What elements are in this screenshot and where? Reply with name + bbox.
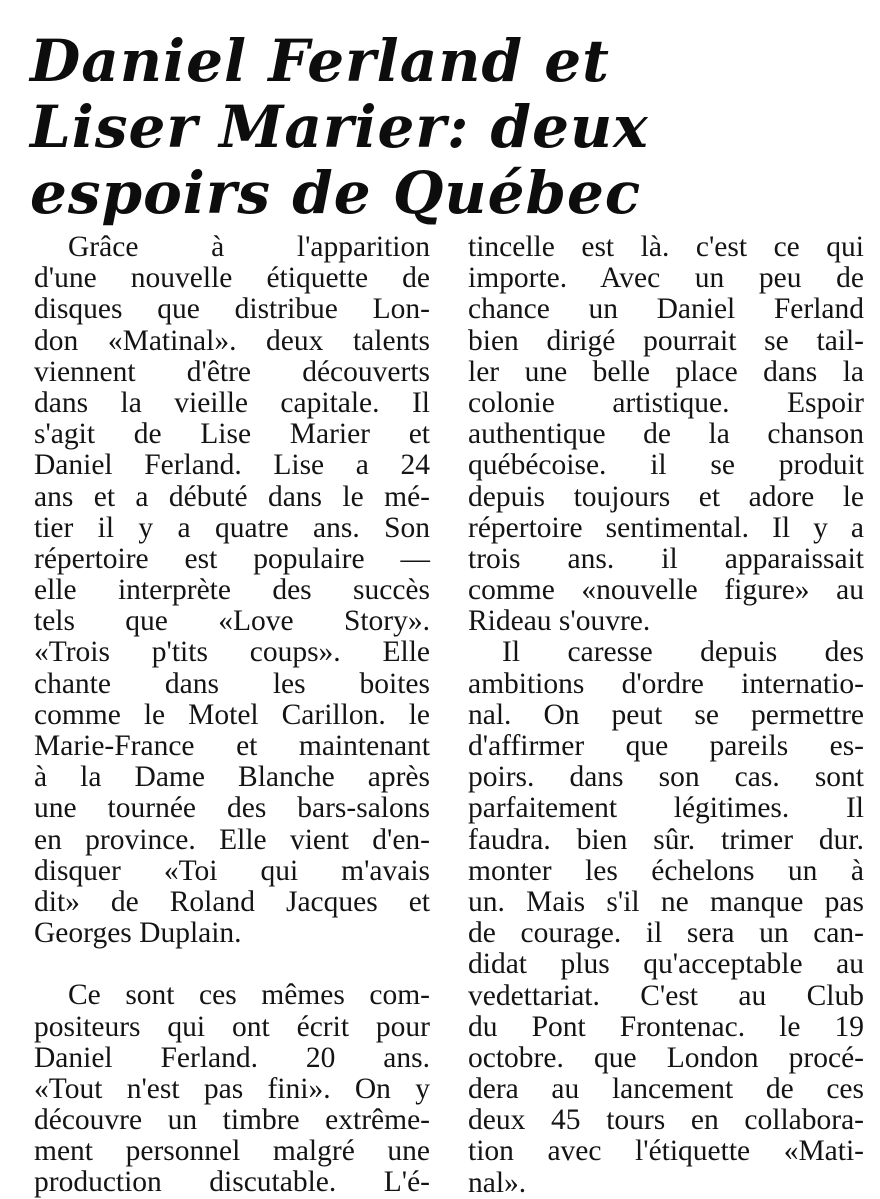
text-line: en province. Elle vient d'en- (34, 823, 430, 856)
text-line: don «Matinal». deux talents (34, 324, 430, 357)
text-line: «Tout n'est pas fini». On y (34, 1072, 430, 1105)
text-line: chance un Daniel Ferland (468, 293, 864, 326)
text-line: Il caresse depuis des (502, 636, 864, 669)
paragraph-gap (34, 949, 430, 980)
text-line: tels que «Love Story». (34, 605, 430, 638)
text-line: importe. Avec un peu de (468, 262, 864, 295)
text-line: poirs. dans son cas. sont (468, 761, 864, 794)
paragraph-continued (468, 232, 864, 637)
text-line: dit» de Roland Jacques et (34, 885, 430, 918)
text-line: parfaitement légitimes. Il (468, 792, 864, 825)
text-line: authentique de la chanson (468, 418, 864, 451)
text-line: ambitions d'ordre internatio- (468, 667, 864, 700)
text-line: à la Dame Blanche après (34, 761, 430, 794)
text-line: Ce sont ces mêmes com- (68, 979, 430, 1012)
article-headline (30, 28, 860, 226)
text-line: s'agit de Lise Marier et (34, 418, 430, 451)
text-line: une tournée des bars-salons (34, 792, 430, 825)
text-line: Daniel Ferland. Lise a 24 (34, 449, 430, 482)
article-column-left (34, 232, 430, 1199)
text-line: monter les échelons un à (468, 854, 864, 887)
text-line: ans et a débuté dans le mé- (34, 480, 430, 513)
text-line: dans la vieille capitale. Il (34, 386, 430, 419)
text-line: deux 45 tours en collabora- (468, 1104, 864, 1137)
text-line: «Trois p'tits coups». Elle (34, 636, 430, 669)
article-column-right (468, 232, 864, 1199)
text-line: depuis toujours et adore le (468, 480, 864, 513)
text-line: nal. On peut se permettre (468, 698, 864, 731)
text-line: Marie-France et maintenant (34, 730, 430, 762)
text-line: positeurs qui ont écrit pour (34, 1010, 430, 1043)
text-line: elle interprète des succès (34, 574, 430, 607)
paragraph-1 (34, 232, 430, 949)
text-line: bien dirigé pourrait se tail- (468, 324, 864, 357)
text-line: dera au lancement de ces (468, 1073, 864, 1106)
text-line: faudra. bien sûr. trimer dur. (468, 823, 864, 856)
paragraph-3 (468, 637, 864, 1198)
text-line: trois ans. il apparaissait (468, 542, 864, 575)
text-line: un. Mais s'il ne manque pas (468, 885, 864, 918)
text-line: ment personnel malgré une (34, 1135, 430, 1168)
headline-line: Daniel Ferland et (30, 27, 610, 95)
text-line: nal». (468, 1166, 527, 1199)
text-line: viennent d'être découverts (34, 355, 430, 388)
text-line: ler une belle place dans la (468, 355, 864, 388)
text-line: répertoire sentimental. Il y a (468, 511, 864, 544)
text-line: du Pont Frontenac. le 19 (468, 1010, 864, 1043)
text-line: tincelle est là. c'est ce qui (468, 231, 864, 263)
headline-line: Liser Marier: deux (30, 93, 649, 161)
text-line: didat plus qu'acceptable au (468, 948, 864, 981)
text-line: Georges Duplain. (34, 917, 242, 950)
text-line: d'une nouvelle étiquette de (34, 262, 430, 295)
text-line: tier il y a quatre ans. Son (34, 511, 430, 544)
text-line: colonie artistique. Espoir (468, 386, 864, 419)
text-line: octobre. que London procé- (468, 1041, 864, 1074)
text-line: Daniel Ferland. 20 ans. (34, 1041, 430, 1074)
text-line: découvre un timbre extrême- (34, 1104, 430, 1137)
text-line: vedettariat. C'est au Club (468, 979, 864, 1012)
text-line: Rideau s'ouvre. (468, 605, 651, 638)
text-line: tion avec l'étiquette «Mati- (468, 1135, 864, 1168)
text-line: production discutable. L'é- (34, 1166, 430, 1199)
text-line: répertoire est populaire — (34, 542, 430, 575)
text-line: disquer «Toi qui m'avais (34, 854, 430, 887)
text-line: québécoise. il se produit (468, 449, 864, 482)
paragraph-2 (34, 980, 430, 1198)
text-line: Grâce à l'apparition (68, 231, 430, 263)
text-line: comme «nouvelle figure» au (468, 574, 864, 607)
text-line: chante dans les boites (34, 667, 430, 700)
text-line: comme le Motel Carillon. le (34, 698, 430, 731)
text-line: disques que distribue Lon- (34, 293, 430, 326)
text-line: de courage. il sera un can- (468, 917, 864, 950)
headline-line: espoirs de Québec (30, 159, 642, 227)
text-line: d'affirmer que pareils es- (468, 730, 864, 762)
